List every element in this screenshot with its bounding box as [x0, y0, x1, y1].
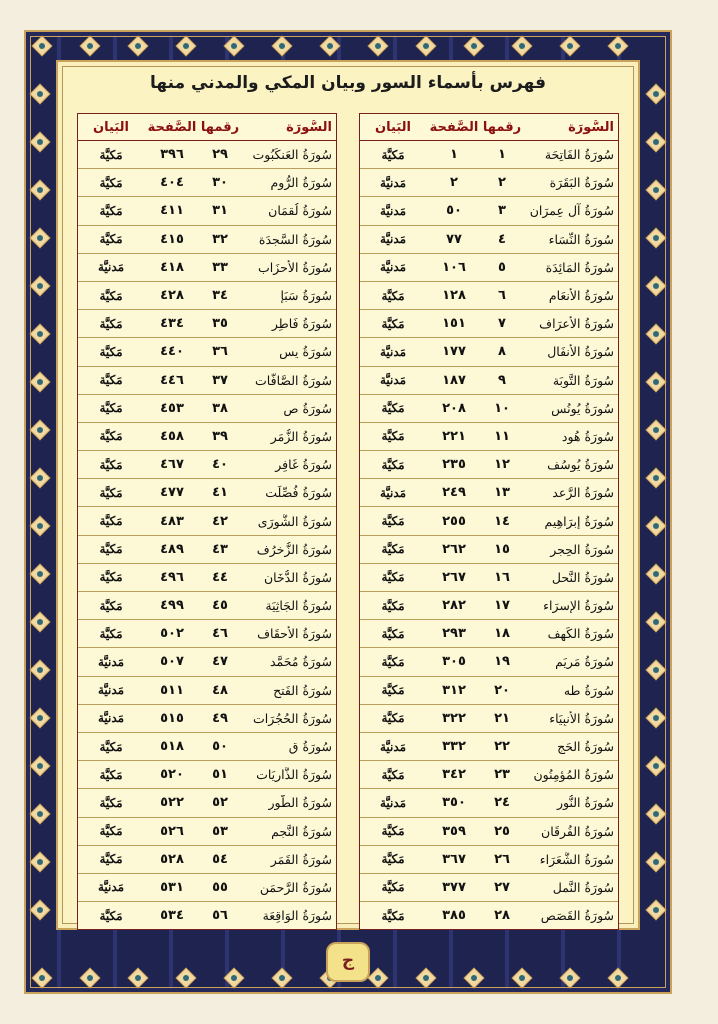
surah-name: سُورَةُ مَريَم: [555, 654, 614, 670]
surah-name: سُورَةُ لُقمَان: [268, 203, 332, 219]
table-header: [78, 114, 336, 141]
page-number: ١٢٨: [442, 288, 466, 304]
surah-name: سُورَةُ المُؤمِنُون: [533, 767, 614, 783]
surah-number: ٣٥: [212, 316, 228, 332]
surah-name: سُورَةُ غَافِر: [275, 457, 332, 473]
revelation-type: مَكيَّة: [99, 147, 123, 162]
surah-number: ٤٧: [212, 654, 228, 670]
table-row: [78, 705, 336, 733]
surah-name: سُورَةُ الصَّافَّات: [255, 372, 332, 388]
table-row: [360, 254, 618, 282]
revelation-type: مَدنيَّة: [379, 373, 407, 388]
table-row: [360, 536, 618, 564]
surah-name: سُورَةُ الطُّور: [268, 795, 332, 811]
surah-number: ٥٠: [212, 739, 228, 755]
table-row: [78, 310, 336, 338]
surah-number: ١٠: [494, 400, 510, 416]
page-number: ٣٧٧: [442, 879, 466, 895]
page-number: ٥٠٧: [160, 654, 184, 670]
surah-name: سُورَةُ فُصِّلَت: [265, 485, 332, 501]
page-number: ٣٢٢: [442, 710, 466, 726]
revelation-type: مَكيَّة: [99, 795, 123, 810]
table-row: [78, 507, 336, 535]
surah-number: ١٢: [494, 457, 510, 473]
header-page: الصَّفحة: [429, 119, 479, 135]
table-body: [360, 141, 618, 929]
revelation-type: مَكيَّة: [381, 824, 405, 839]
page-number: ٤٥٣: [160, 400, 184, 416]
table-row: [360, 141, 618, 169]
surah-name: سُورَةُ يُونُس: [551, 400, 614, 416]
table-header: [360, 114, 618, 141]
table-row: [78, 789, 336, 817]
surah-name: سُورَةُ الجَاثِيَة: [265, 598, 332, 614]
surah-number: ١٦: [494, 569, 510, 585]
page-number: ١: [450, 147, 458, 163]
surah-number: ٤٨: [212, 682, 228, 698]
surah-name: سُورَةُ الحِجر: [550, 541, 614, 557]
surah-number: ١٧: [494, 598, 510, 614]
surah-name: سُورَةُ الأَحقَاف: [257, 626, 332, 642]
surah-number: ٣٢: [212, 231, 228, 247]
revelation-type: مَدنيَّة: [97, 260, 125, 275]
surah-name: سُورَةُ طه: [563, 682, 614, 698]
surah-name: سُورَةُ سَبَإ: [280, 288, 332, 304]
surah-table-left: [77, 113, 337, 930]
table-row: [78, 451, 336, 479]
revelation-type: مَكيَّة: [99, 598, 123, 613]
page-number: ٥٢٢: [160, 795, 184, 811]
surah-number: ٤٩: [212, 710, 228, 726]
surah-number: ٤٣: [212, 541, 228, 557]
surah-number: ٨: [498, 344, 506, 360]
revelation-type: مَكيَّة: [99, 852, 123, 867]
table-row: [360, 169, 618, 197]
page-number: ٧٧: [446, 231, 462, 247]
table-row: [78, 902, 336, 929]
surah-name: سُورَةُ فَاطِر: [271, 316, 332, 332]
table-row: [78, 282, 336, 310]
revelation-type: مَكيَّة: [381, 767, 405, 782]
table-row: [78, 846, 336, 874]
table-row: [360, 705, 618, 733]
table-row: [78, 620, 336, 648]
surah-name: سُورَةُ الدُّخَان: [263, 569, 332, 585]
surah-name: سُورَةُ القَمَر: [270, 851, 332, 867]
table-body: [78, 141, 336, 929]
revelation-type: مَكيَّة: [381, 908, 405, 923]
table-row: [360, 564, 618, 592]
surah-number: ٢٣: [494, 767, 510, 783]
revelation-type: مَكيَّة: [99, 542, 123, 557]
page-number: ٣٤٢: [442, 767, 466, 783]
revelation-type: مَكيَّة: [381, 654, 405, 669]
table-row: [78, 648, 336, 676]
page-number: ٢٦٧: [442, 569, 466, 585]
header-type: البَيان: [93, 119, 129, 135]
table-row: [78, 395, 336, 423]
surah-number: ٢٨: [494, 908, 510, 924]
page-number: ١٧٧: [442, 344, 466, 360]
surah-name: سُورَةُ ص: [283, 400, 332, 416]
page-number: ٤٣٤: [160, 316, 184, 332]
surah-name: سُورَةُ العَنكَبُوت: [252, 147, 332, 163]
page-number: ٢٣٥: [442, 457, 466, 473]
surah-number: ٥٢: [212, 795, 228, 811]
surah-number: ٣٠: [212, 175, 228, 191]
revelation-type: مَكيَّة: [381, 457, 405, 472]
revelation-type: مَدنيَّة: [379, 485, 407, 500]
revelation-type: مَكيَّة: [381, 514, 405, 529]
revelation-type: مَكيَّة: [99, 344, 123, 359]
surah-number: ١٤: [494, 513, 510, 529]
page-number: ٢٨٢: [442, 598, 466, 614]
page-number: ٤٩٦: [160, 569, 184, 585]
surah-number: ٥٣: [212, 823, 228, 839]
surah-number: ١٩: [494, 654, 510, 670]
page-number: ٢٦٢: [442, 541, 466, 557]
table-row: [360, 592, 618, 620]
page-number: ٣٠٥: [442, 654, 466, 670]
surah-name: سُورَةُ الفُرقَان: [541, 823, 614, 839]
table-row: [78, 564, 336, 592]
revelation-type: مَكيَّة: [99, 316, 123, 331]
page-number: ١٥١: [442, 316, 466, 332]
page-number: ٢٠٨: [442, 400, 466, 416]
revelation-type: مَكيَّة: [99, 824, 123, 839]
table-row: [78, 197, 336, 225]
surah-name: سُورَةُ يس: [279, 344, 332, 360]
revelation-type: مَكيَّة: [99, 373, 123, 388]
page-number: ٤٨٩: [160, 541, 184, 557]
surah-number: ٥: [498, 259, 506, 275]
surah-name: سُورَةُ هُود: [561, 428, 614, 444]
surah-name: سُورَةُ الرُّوم: [270, 175, 332, 191]
revelation-type: مَكيَّة: [99, 626, 123, 641]
surah-name: سُورَةُ النَّمل: [552, 879, 614, 895]
table-row: [78, 479, 336, 507]
header-surah: السُّورَة: [286, 119, 332, 135]
surah-number: ٤٠: [212, 457, 228, 473]
revelation-type: مَكيَّة: [381, 626, 405, 641]
surah-number: ٢٩: [212, 147, 228, 163]
revelation-type: مَكيَّة: [381, 598, 405, 613]
revelation-type: مَكيَّة: [99, 457, 123, 472]
revelation-type: مَكيَّة: [381, 711, 405, 726]
table-row: [360, 620, 618, 648]
page-letter-medallion: ج: [326, 942, 370, 982]
table-row: [360, 395, 618, 423]
surah-name: سُورَةُ النَّحل: [551, 569, 614, 585]
surah-name: سُورَةُ الأَحزَاب: [258, 259, 332, 275]
surah-number: ٣٤: [212, 288, 228, 304]
revelation-type: مَدنيَّة: [379, 175, 407, 190]
header-page: الصَّفحة: [147, 119, 197, 135]
page-title: فهرس بأسماء السور وبيان المكي والمدني منها: [150, 73, 546, 93]
page-number: ٥١٨: [160, 739, 184, 755]
revelation-type: مَكيَّة: [381, 852, 405, 867]
surah-number: ٣: [498, 203, 506, 219]
surah-name: سُورَةُ الفَتح: [273, 682, 332, 698]
revelation-type: مَكيَّة: [381, 147, 405, 162]
page-number: ٢٥٥: [442, 513, 466, 529]
page-number: ٤٨٣: [160, 513, 184, 529]
surah-name: سُورَةُ الفَاتِحَة: [544, 147, 614, 163]
page-number: ٣٥٩: [442, 823, 466, 839]
table-row: [360, 846, 618, 874]
surah-number: ٣٧: [212, 372, 228, 388]
content-panel: [62, 66, 634, 924]
surah-number: ٣٦: [212, 344, 228, 360]
page-number: ٢٩٣: [442, 626, 466, 642]
page-number: ٤١٨: [160, 259, 184, 275]
table-row: [360, 451, 618, 479]
page-number: ٣٣٢: [442, 739, 466, 755]
revelation-type: مَكيَّة: [381, 316, 405, 331]
surah-number: ١١: [494, 428, 510, 444]
table-row: [78, 254, 336, 282]
revelation-type: مَكيَّة: [99, 401, 123, 416]
surah-name: سُورَةُ مُحَمَّد: [269, 654, 332, 670]
revelation-type: مَكيَّة: [381, 542, 405, 557]
surah-number: ١٨: [494, 626, 510, 642]
surah-number: ٤٤: [212, 569, 228, 585]
page-number: ٤٤٦: [160, 372, 184, 388]
revelation-type: مَكيَّة: [99, 485, 123, 500]
surah-number: ٤٦: [212, 626, 228, 642]
surah-name: سُورَةُ الشُّعَرَاء: [539, 851, 614, 867]
revelation-type: مَكيَّة: [99, 429, 123, 444]
surah-number: ٤٥: [212, 598, 228, 614]
surah-name: سُورَةُ النُّور: [556, 795, 614, 811]
page-number: ٤٧٧: [160, 485, 184, 501]
table-row: [360, 310, 618, 338]
table-row: [78, 733, 336, 761]
surah-name: سُورَةُ الحُجُرَات: [252, 710, 332, 726]
surah-number: ٤٢: [212, 513, 228, 529]
revelation-type: مَكيَّة: [99, 232, 123, 247]
surah-name: سُورَةُ آلِ عِمرَان: [529, 203, 614, 219]
table-row: [78, 338, 336, 366]
page-number: ٥١٥: [160, 710, 184, 726]
revelation-type: مَكيَّة: [99, 203, 123, 218]
table-row: [360, 338, 618, 366]
table-row: [78, 592, 336, 620]
page-number: ٢٢١: [442, 428, 466, 444]
table-row: [78, 169, 336, 197]
table-row: [360, 874, 618, 902]
table-row: [360, 733, 618, 761]
surah-name: سُورَةُ يُوسُف: [547, 457, 614, 473]
table-row: [360, 226, 618, 254]
table-row: [78, 423, 336, 451]
table-row: [78, 761, 336, 789]
revelation-type: مَكيَّة: [99, 767, 123, 782]
revelation-type: مَكيَّة: [381, 401, 405, 416]
revelation-type: مَدنيَّة: [97, 880, 125, 895]
header-type: البَيان: [375, 119, 411, 135]
surah-name: سُورَةُ الأَنعَام: [548, 288, 614, 304]
surah-name: سُورَةُ الزُّخرُف: [256, 541, 332, 557]
page-number: ٥٢٠: [160, 767, 184, 783]
table-row: [78, 226, 336, 254]
surah-number: ٥١: [212, 767, 228, 783]
surah-number: ٢٢: [494, 739, 510, 755]
revelation-type: مَدنيَّة: [379, 344, 407, 359]
page-number: ٤١٥: [160, 231, 184, 247]
surah-name: سُورَةُ القَصَص: [540, 908, 614, 924]
page-number: ٤٩٩: [160, 598, 184, 614]
revelation-type: مَدنيَّة: [379, 795, 407, 810]
table-row: [360, 479, 618, 507]
surah-name: سُورَةُ الشُّورَى: [257, 513, 332, 529]
page-number: ٣٨٥: [442, 908, 466, 924]
table-row: [78, 141, 336, 169]
surah-name: سُورَةُ النَّجم: [271, 823, 332, 839]
revelation-type: مَكيَّة: [99, 908, 123, 923]
surah-number: ١٥: [494, 541, 510, 557]
revelation-type: مَكيَّة: [99, 514, 123, 529]
page-number: ٣٥٠: [442, 795, 466, 811]
table-row: [360, 789, 618, 817]
page-number: ٥٢٨: [160, 851, 184, 867]
surah-number: ٧: [498, 316, 506, 332]
page-number: ٤٢٨: [160, 288, 184, 304]
surah-name: سُورَةُ الزُّمَر: [270, 428, 332, 444]
table-row: [360, 648, 618, 676]
surah-name: سُورَةُ الإِسرَاء: [543, 598, 614, 614]
surah-name: سُورَةُ الرَّحمَن: [259, 879, 332, 895]
revelation-type: مَكيَّة: [99, 570, 123, 585]
surah-name: سُورَةُ المَائِدَة: [545, 259, 614, 275]
revelation-type: مَكيَّة: [99, 175, 123, 190]
page-number: ٢: [450, 175, 458, 191]
page-number: ٥٢٦: [160, 823, 184, 839]
table-row: [360, 507, 618, 535]
surah-name: سُورَةُ ق: [288, 739, 332, 755]
revelation-type: مَكيَّة: [381, 570, 405, 585]
page-number: ٤٠٤: [160, 175, 184, 191]
surah-number: ٢: [498, 175, 506, 191]
surah-name: سُورَةُ الحَج: [557, 739, 614, 755]
page-number: ٥٠٢: [160, 626, 184, 642]
table-row: [78, 818, 336, 846]
revelation-type: مَكيَّة: [99, 288, 123, 303]
surah-number: ٢٥: [494, 823, 510, 839]
page-number: ٤١١: [160, 203, 184, 219]
revelation-type: مَدنيَّة: [379, 232, 407, 247]
surah-name: سُورَةُ النِّسَاء: [548, 231, 614, 247]
surah-number: ٦: [498, 288, 506, 304]
surah-number: ٥٥: [212, 879, 228, 895]
table-row: [360, 677, 618, 705]
surah-number: ٣٣: [212, 259, 228, 275]
table-row: [360, 902, 618, 929]
table-row: [360, 423, 618, 451]
revelation-type: مَدنيَّة: [379, 203, 407, 218]
surah-number: ٢١: [494, 710, 510, 726]
revelation-type: مَكيَّة: [381, 288, 405, 303]
surah-number: ٣١: [212, 203, 228, 219]
surah-name: سُورَةُ إِبرَاهِيم: [544, 513, 614, 529]
surah-table-right: [359, 113, 619, 930]
page-number: ٣٦٧: [442, 851, 466, 867]
surah-name: سُورَةُ الأَنفَال: [547, 344, 614, 360]
revelation-type: مَكيَّة: [99, 739, 123, 754]
mushaf-page: [24, 30, 672, 994]
surah-number: ٥٦: [212, 908, 228, 924]
header-number: رقمها: [482, 119, 522, 135]
revelation-type: مَدنيَّة: [97, 654, 125, 669]
surah-number: ١: [498, 147, 506, 163]
page-number: ٥٣٤: [160, 908, 184, 924]
surah-number: ٢٤: [494, 795, 510, 811]
revelation-type: مَدنيَّة: [379, 739, 407, 754]
page-number: ٥١١: [160, 682, 184, 698]
table-row: [360, 197, 618, 225]
surah-name: سُورَةُ الوَاقِعَة: [262, 908, 332, 924]
surah-name: سُورَةُ البَقَرَة: [549, 175, 614, 191]
table-row: [360, 367, 618, 395]
surah-name: سُورَةُ الكَهف: [547, 626, 614, 642]
table-row: [360, 282, 618, 310]
revelation-type: مَكيَّة: [381, 880, 405, 895]
table-row: [360, 818, 618, 846]
revelation-type: مَكيَّة: [381, 429, 405, 444]
surah-number: ٩: [498, 372, 506, 388]
page-number: ٤٦٧: [160, 457, 184, 473]
page-number: ١٨٧: [442, 372, 466, 388]
page-number: ٤٤٠: [160, 344, 184, 360]
surah-name: سُورَةُ السَّجدَة: [258, 231, 332, 247]
header-surah: السُّورَة: [568, 119, 614, 135]
page-number: ٥٣١: [160, 879, 184, 895]
revelation-type: مَدنيَّة: [97, 683, 125, 698]
page-number: ١٠٦: [442, 259, 466, 275]
page-number: ٢٤٩: [442, 485, 466, 501]
surah-number: ٢٧: [494, 879, 510, 895]
page-number: ٥٠: [446, 203, 462, 219]
table-row: [78, 536, 336, 564]
surah-number: ٤: [498, 231, 506, 247]
surah-name: سُورَةُ الأَنبِيَاء: [549, 710, 614, 726]
surah-name: سُورَةُ الرَّعد: [552, 485, 614, 501]
surah-number: ٢٦: [494, 851, 510, 867]
table-row: [78, 874, 336, 902]
page-number: ٣٩٦: [160, 147, 184, 163]
surah-name: سُورَةُ الأَعرَاف: [539, 316, 614, 332]
page-number: ٤٥٨: [160, 428, 184, 444]
header-number: رقمها: [200, 119, 240, 135]
revelation-type: مَدنيَّة: [379, 260, 407, 275]
surah-number: ٢٠: [494, 682, 510, 698]
revelation-type: مَدنيَّة: [97, 711, 125, 726]
surah-number: ٣٩: [212, 428, 228, 444]
surah-number: ٥٤: [212, 851, 228, 867]
surah-number: ٤١: [212, 485, 228, 501]
surah-number: ١٣: [494, 485, 510, 501]
page-number: ٣١٢: [442, 682, 466, 698]
revelation-type: مَكيَّة: [381, 683, 405, 698]
table-row: [78, 677, 336, 705]
surah-number: ٣٨: [212, 400, 228, 416]
surah-name: سُورَةُ الذَّارِيَات: [256, 767, 332, 783]
table-row: [360, 761, 618, 789]
surah-name: سُورَةُ التَّوبَة: [552, 372, 614, 388]
table-row: [78, 367, 336, 395]
